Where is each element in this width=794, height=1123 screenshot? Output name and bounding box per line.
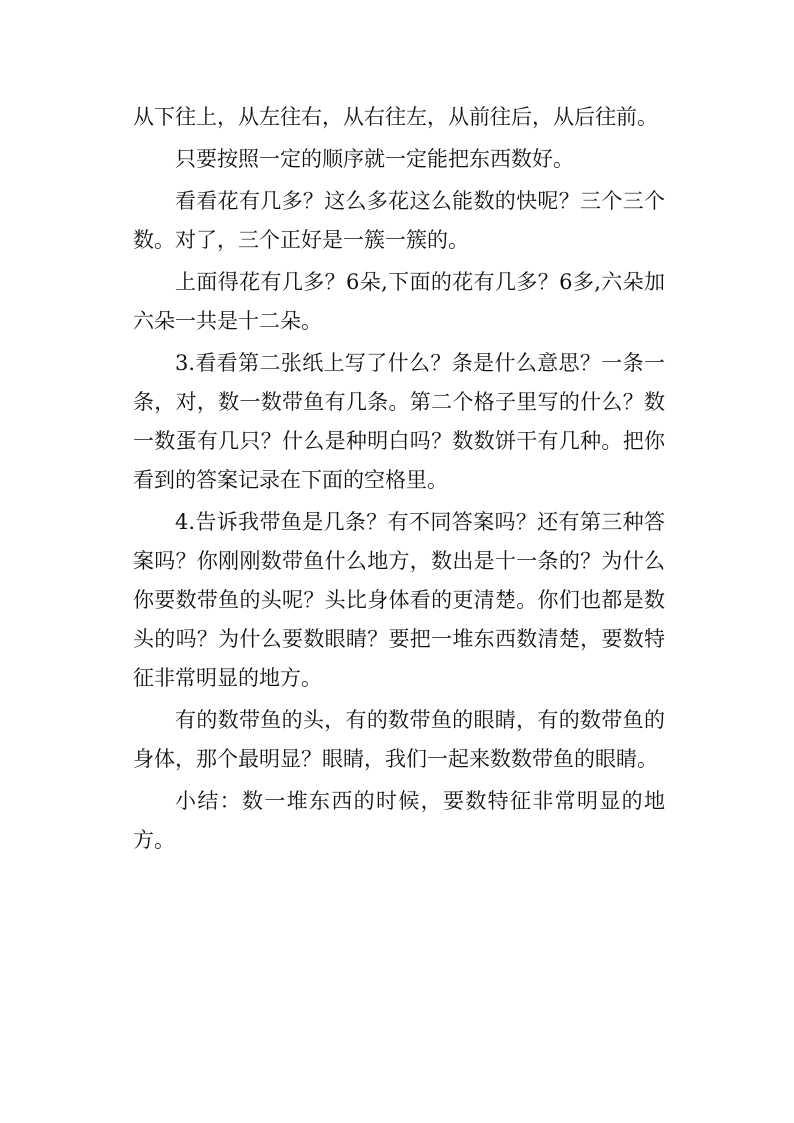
paragraph-fish-features: 有的数带鱼的头，有的数带鱼的眼睛，有的数带鱼的身体，那个最明显？眼睛，我们一起来数数带鱼的眼睛。 bbox=[133, 708, 665, 771]
paragraph-flowers-total: 上面得花有几多？6朵,下面的花有几多？6多,六朵加六朵一共是十二朵。 bbox=[133, 270, 665, 333]
document-body bbox=[133, 98, 665, 860]
paragraph-counting-directions: 从下往上，从左往右，从右往左，从前往后，从后往前。 bbox=[133, 105, 658, 129]
paragraph-summary: 小结：数一堆东西的时候，要数特征非常明显的地方。 bbox=[133, 789, 665, 852]
paragraph-step-4: 4.告诉我带鱼是几条？有不同答案吗？还有第三种答案吗？你刚刚数带鱼什么地方，数出是十一条的？为什么你要数带鱼的头呢？头比身体看的更清楚。你们也都是数头的吗？为什么要数眼睛？要把一堆东西数清楚，要数特征非常明显的地方。 bbox=[133, 510, 665, 690]
paragraph-order-note: 只要按照一定的顺序就一定能把东西数好。 bbox=[175, 147, 574, 171]
paragraph-flowers-groups: 看看花有几多？这么多花这么能数的快呢？三个三个数。对了，三个正好是一簇一簇的。 bbox=[133, 189, 665, 252]
paragraph-step-3: 3.看看第二张纸上写了什么？条是什么意思？一条一条，对，数一数带鱼有几条。第二个格子里写的什么？数一数蛋有几只？什么是种明白吗？数数饼干有几种。把你看到的答案记录在下面的空格里。 bbox=[133, 351, 665, 492]
